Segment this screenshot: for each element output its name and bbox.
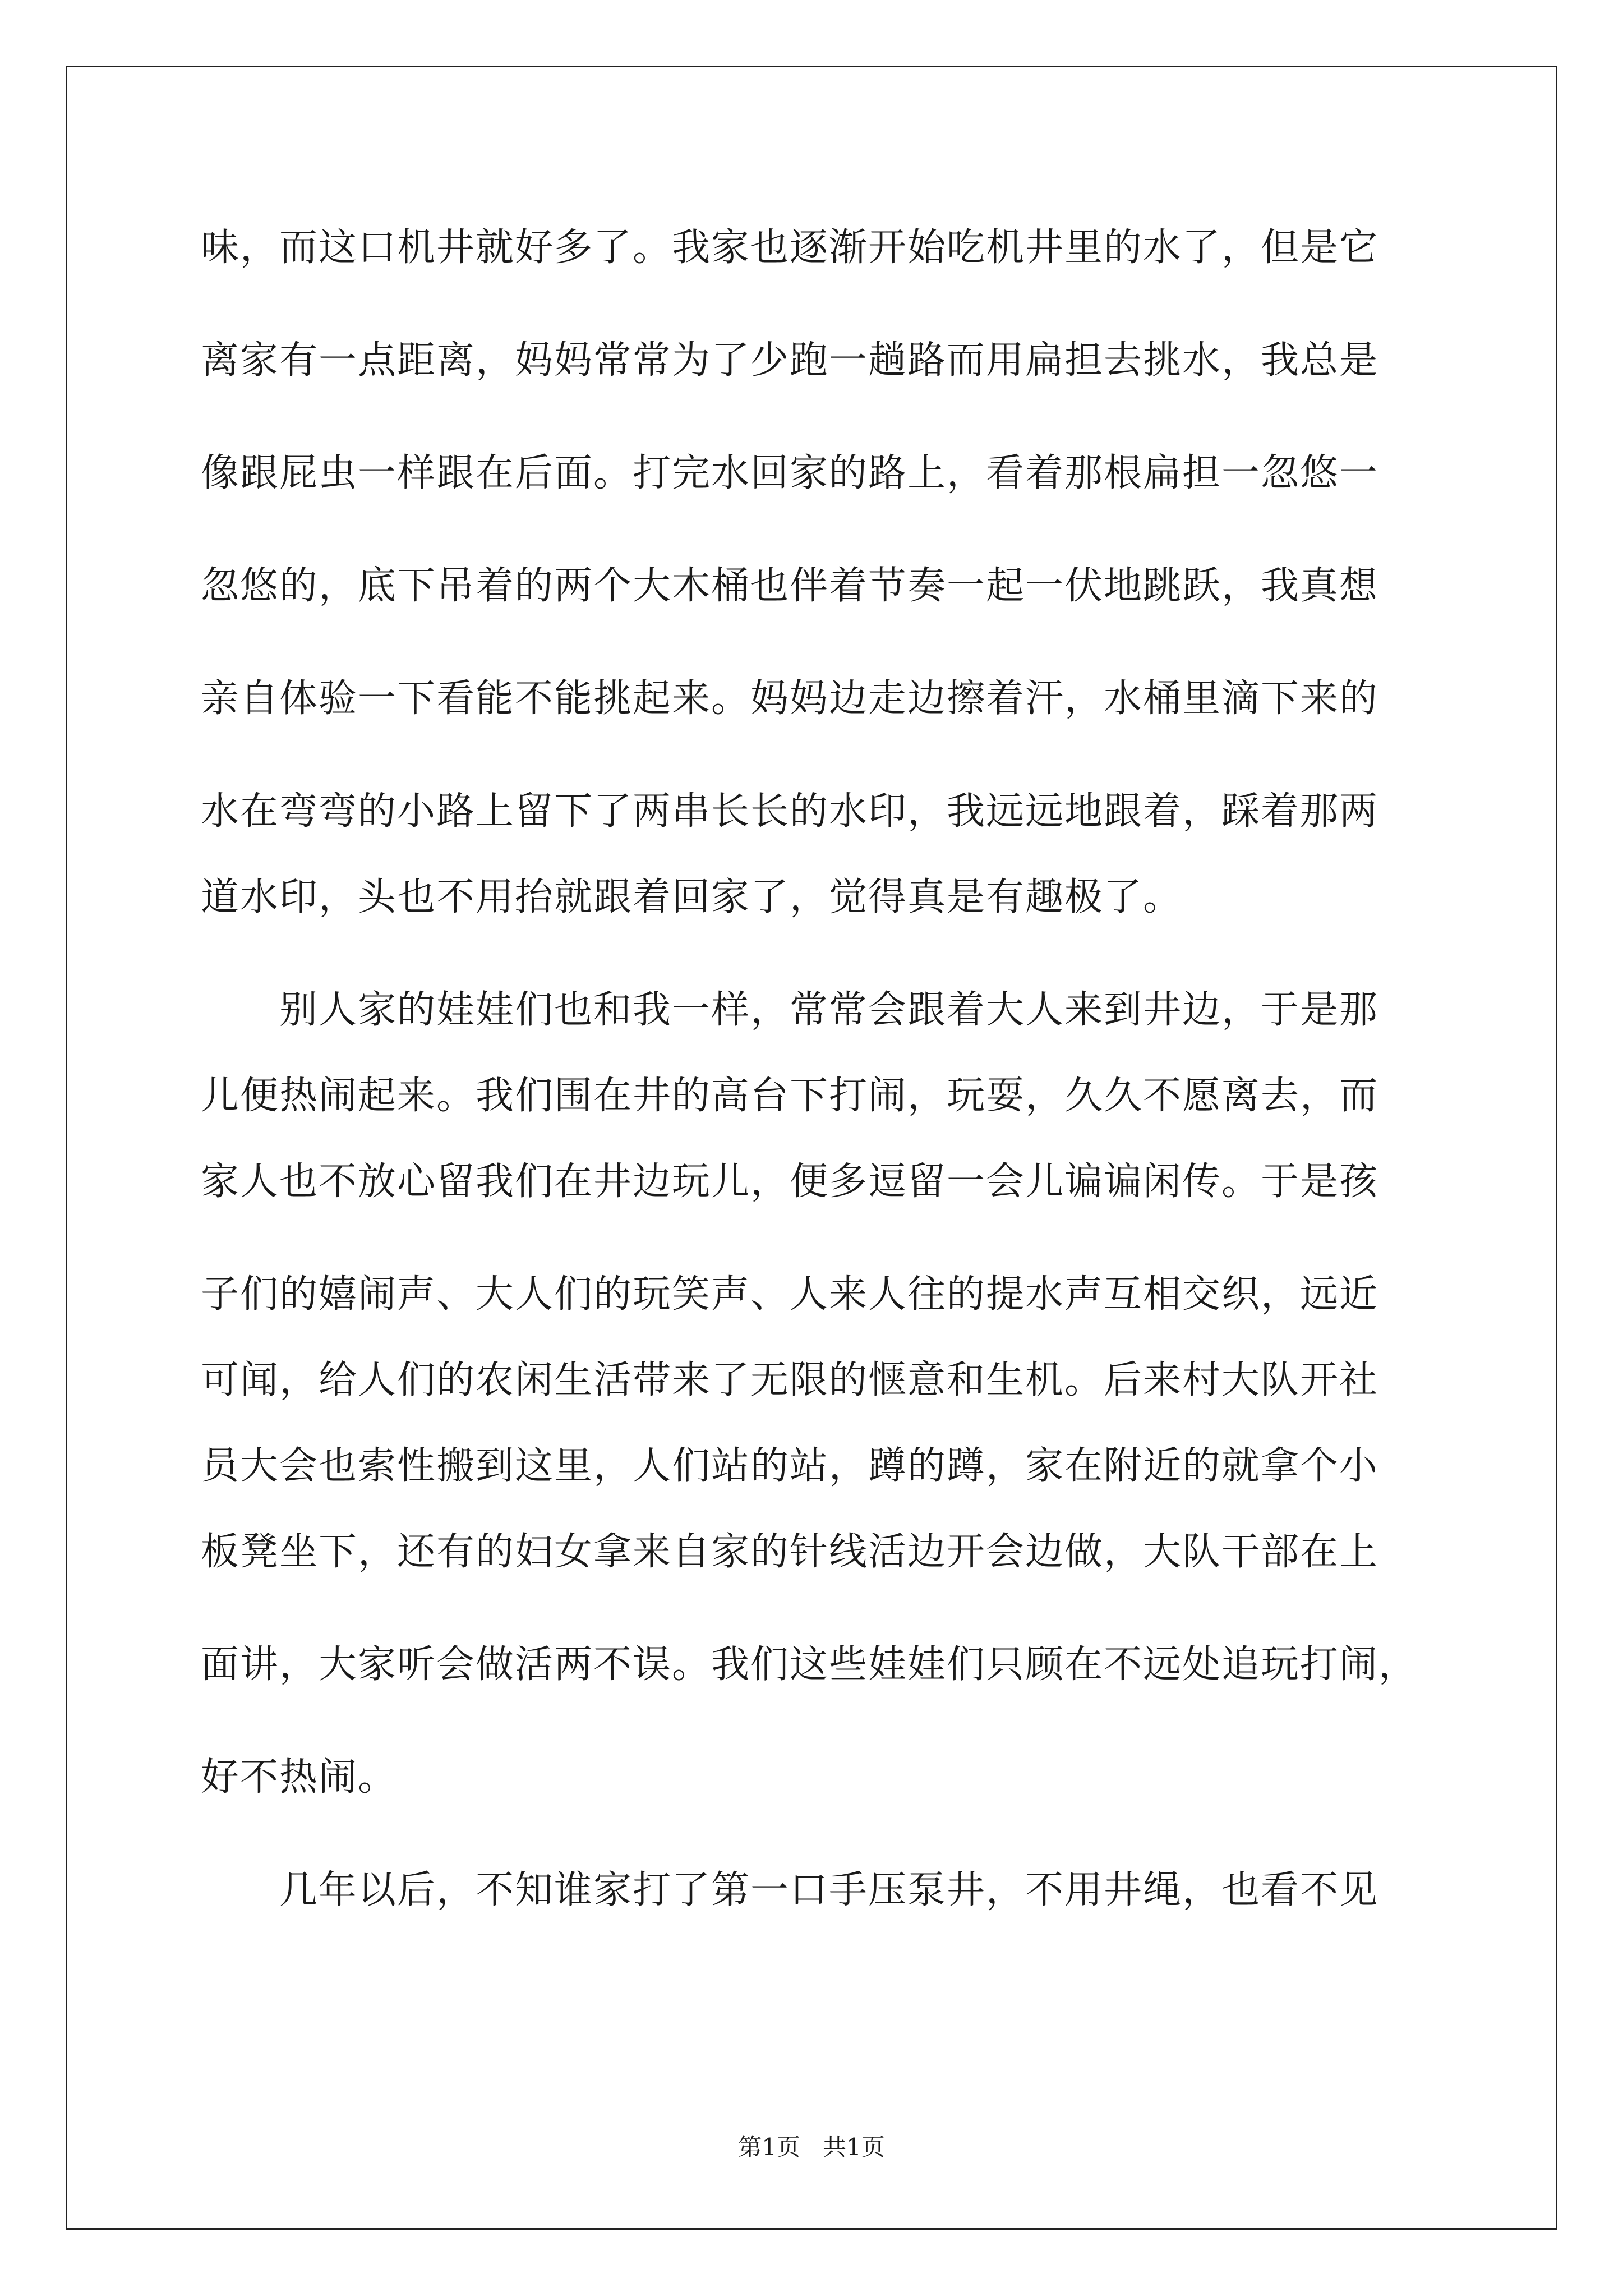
text-line: 忽悠的，底下吊着的两个大木桶也伴着节奏一起一伏地跳跃，我真想	[201, 564, 1379, 608]
text-line: 儿便热闹起来。我们围在井的高台下打闹，玩耍，久久不愿离去，而	[201, 1074, 1379, 1118]
text-line: 好不热闹。	[201, 1755, 398, 1800]
paragraph-start-line: 几年以后，不知谁家打了第一口手压泵井，不用井绳，也看不见	[279, 1868, 1379, 1912]
text-line: 面讲，大家听会做活两不误。我们这些娃娃们只顾在不远处追玩打闹，	[201, 1642, 1418, 1687]
paragraph-start-line: 别人家的娃娃们也和我一样，常常会跟着大人来到井边，于是那	[279, 988, 1379, 1032]
page-number-footer: 第1页 共1页	[738, 2133, 885, 2161]
text-line: 亲自体验一下看能不能挑起来。妈妈边走边擦着汗，水桶里滴下来的	[201, 677, 1379, 721]
text-line: 板凳坐下，还有的妇女拿来自家的针线活边开会边做，大队干部在上	[201, 1530, 1379, 1574]
text-line: 味，而这口机井就好多了。我家也逐渐开始吃机井里的水了，但是它	[201, 226, 1379, 270]
text-line: 水在弯弯的小路上留下了两串长长的水印，我远远地跟着，踩着那两	[201, 789, 1379, 834]
text-line: 道水印，头也不用抬就跟着回家了，觉得真是有趣极了。	[201, 875, 1183, 919]
text-line: 员大会也索性搬到这里，人们站的站，蹲的蹲，家在附近的就拿个小	[201, 1444, 1379, 1488]
text-line: 子们的嬉闹声、大人们的玩笑声、人来人往的提水声互相交织，远近	[201, 1272, 1379, 1317]
text-line: 可闻，给人们的农闲生活带来了无限的惬意和生机。后来村大队开社	[201, 1358, 1379, 1402]
text-line: 像跟屁虫一样跟在后面。打完水回家的路上，看着那根扁担一忽悠一	[201, 451, 1379, 495]
text-line: 家人也不放心留我们在井边玩儿，便多逗留一会儿谝谝闲传。于是孩	[201, 1159, 1379, 1204]
text-line: 离家有一点距离，妈妈常常为了少跑一趟路而用扁担去挑水，我总是	[201, 338, 1379, 383]
